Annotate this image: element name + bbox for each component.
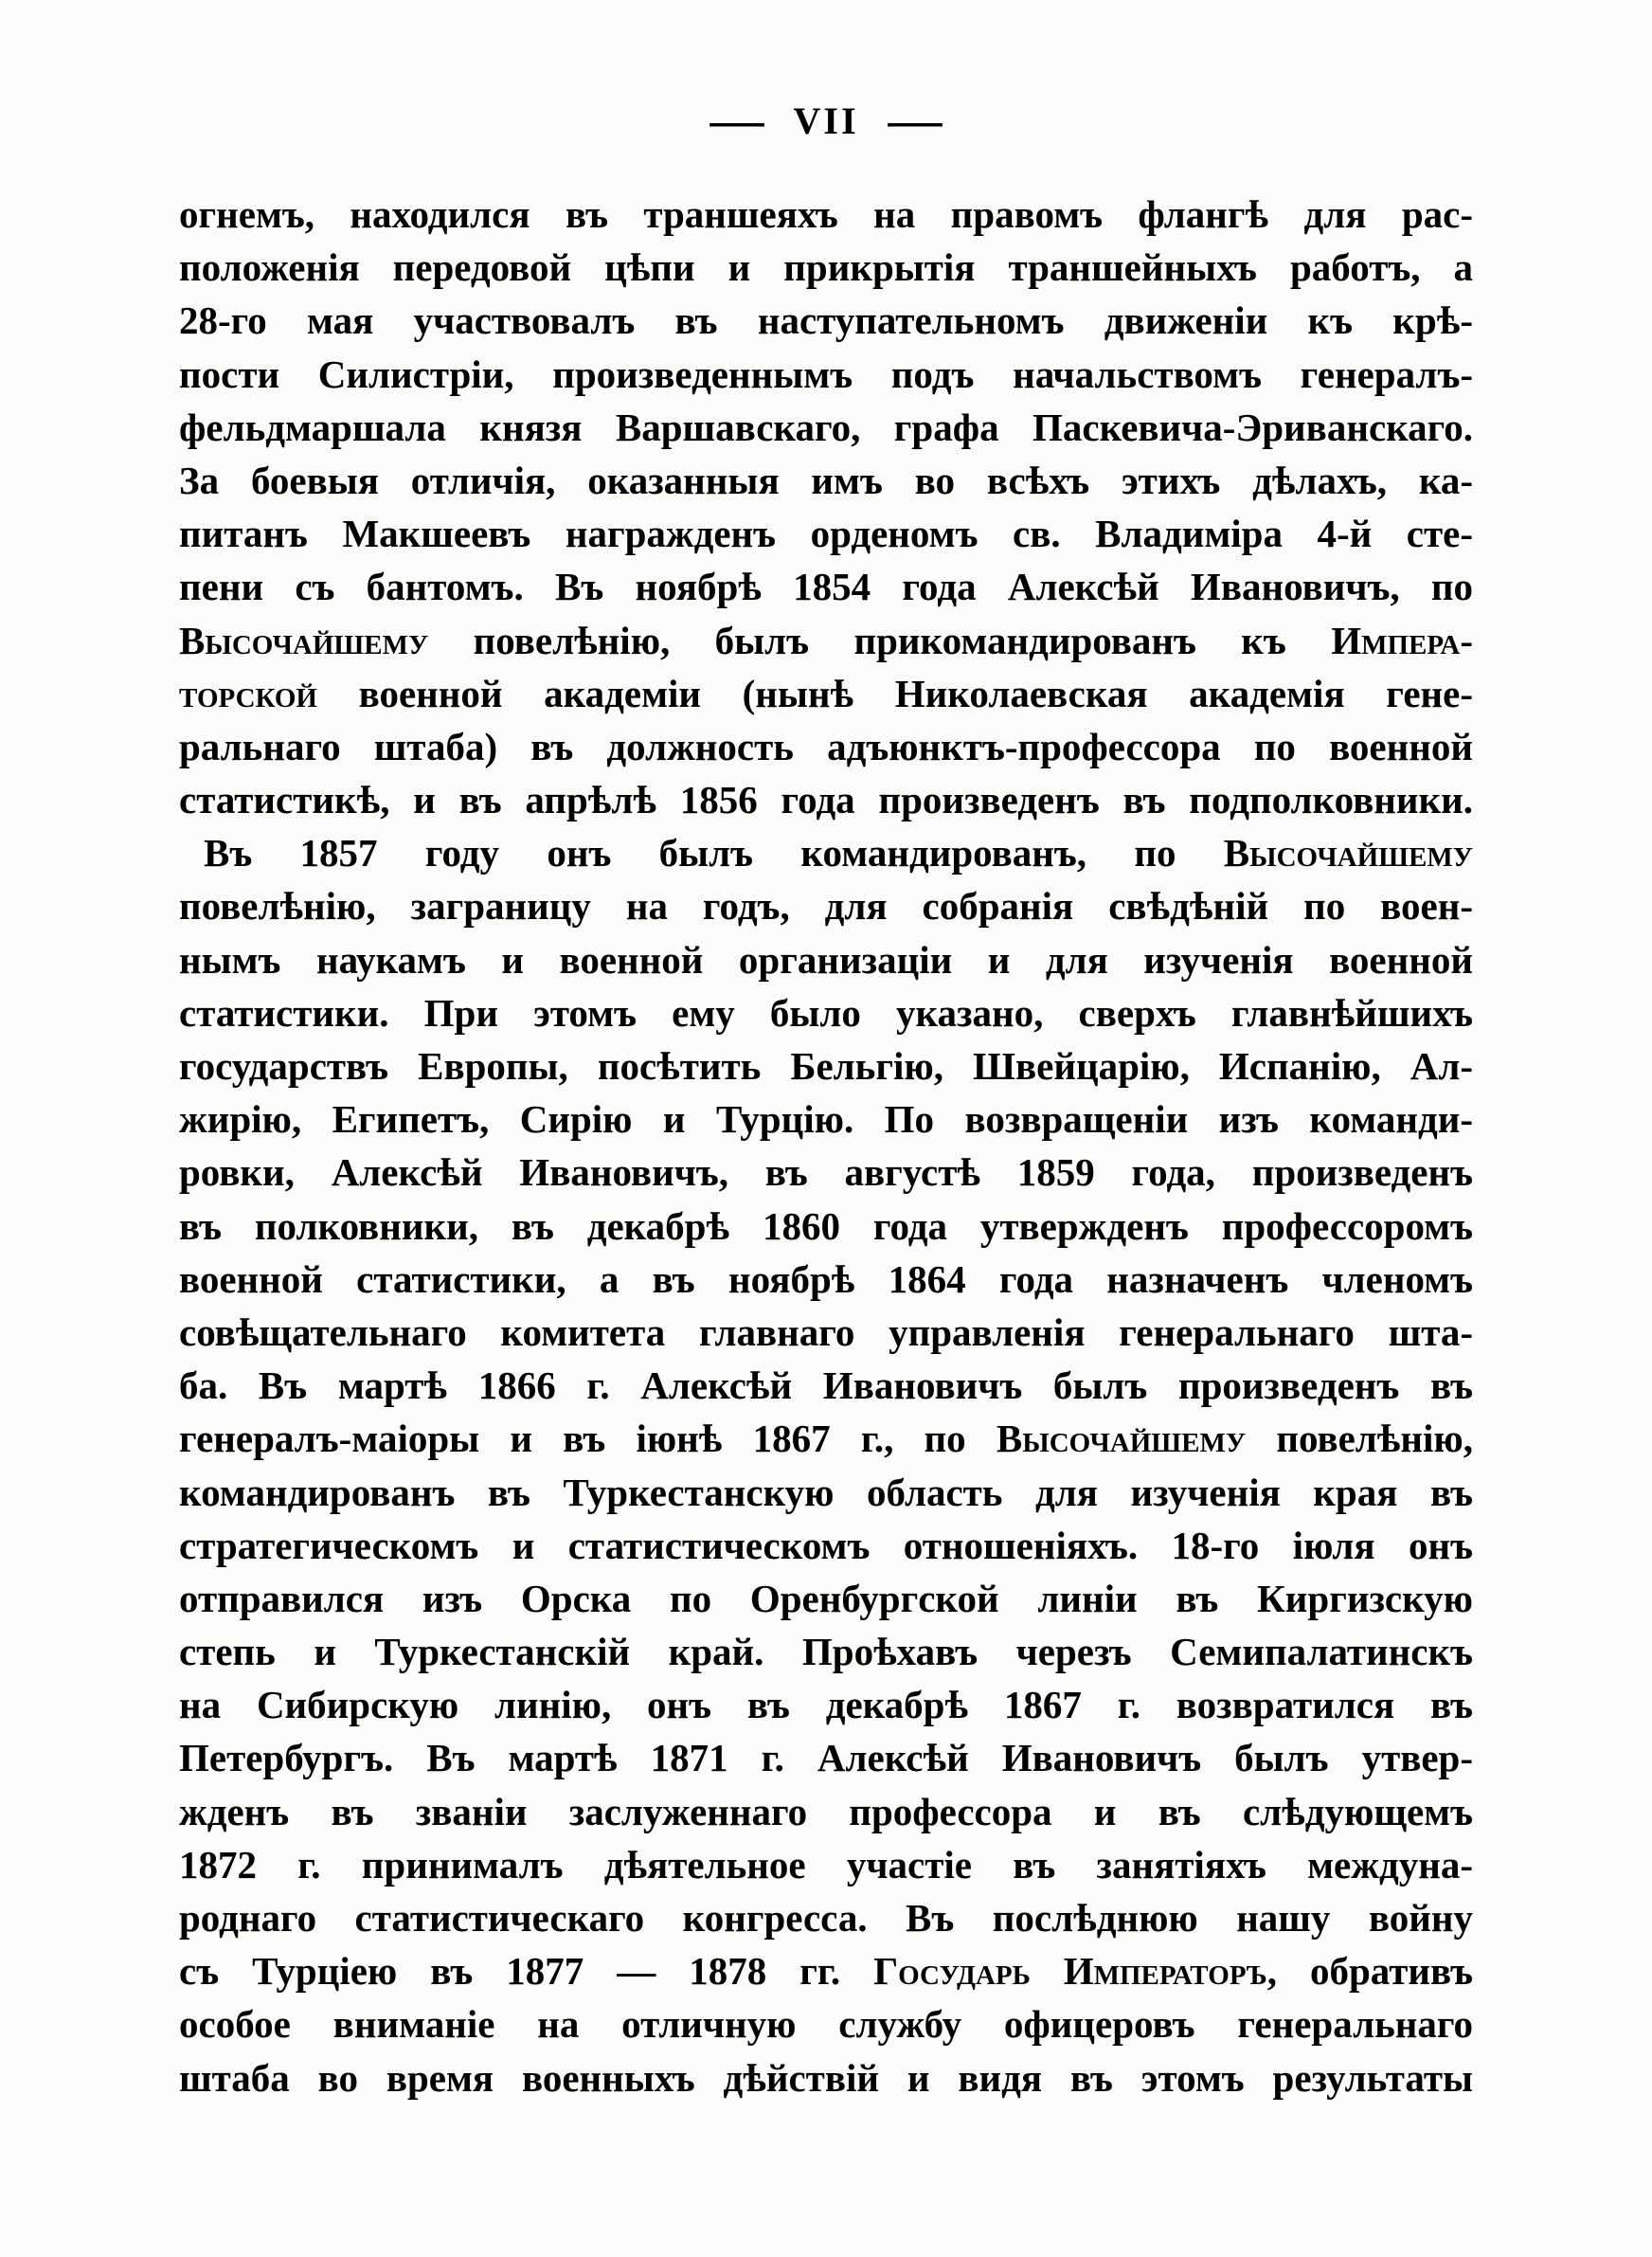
text-line: ровки, Алексѣй Ивановичъ, въ августѣ 1859 года, произведенъ [179, 1150, 1473, 1195]
text-line: фельдмаршала князя Варшавскаго, графа Паскевича-Эриванскаго. [179, 405, 1473, 449]
text-line: огнемъ, находился въ траншеяхъ на правомъ флангѣ для рас- [179, 192, 1473, 236]
text-line: государствъ Европы, посѣтить Бельгію, Швейцарію, Испанію, Ал- [179, 1044, 1473, 1088]
text-line: За боевыя отличія, оказанныя имъ во всѣхъ этихъ дѣлахъ, ка- [179, 458, 1473, 502]
text-line: статистикѣ, и въ апрѣлѣ 1856 года произведенъ въ подполковники. [179, 778, 1473, 822]
text-line: командированъ въ Туркестанскую область для изученія края въ [179, 1470, 1473, 1514]
text-line: пени съ бантомъ. Въ ноябрѣ 1854 года Алексѣй Ивановичъ, по [179, 565, 1473, 609]
text-line: статистики. При этомъ ему было указано, сверхъ главнѣйшихъ [179, 990, 1473, 1035]
text-line: степь и Туркестанскій край. Проѣхавъ черезъ Семипалатинскъ [179, 1630, 1473, 1674]
text-line: жирію, Египетъ, Сирію и Турцію. По возвращеніи изъ команди- [179, 1097, 1473, 1142]
text-line: ба. Въ мартѣ 1866 г. Алексѣй Ивановичъ былъ произведенъ въ [179, 1363, 1473, 1408]
text-line: на Сибирскую линію, онъ въ декабрѣ 1867 г. возвратился въ [179, 1683, 1473, 1727]
text-line: торской военной академіи (нынѣ Николаевская академія гене- [179, 671, 1473, 715]
text-line: совѣщательнаго комитета главнаго управленія генеральнаго шта- [179, 1309, 1473, 1354]
smallcaps-text: торской [179, 671, 317, 715]
paragraph [179, 826, 1473, 2104]
header-dash-left: — [709, 95, 764, 147]
text-line: 1872 г. принималъ дѣятельное участіе въ занятіяхъ междуна- [179, 1842, 1473, 1887]
text-line: съ Турціею въ 1877 — 1878 гг. Государь Императоръ, обративъ [179, 1949, 1473, 1994]
text-line: положенія передовой цѣпи и прикрытія траншейныхъ работъ, а [179, 245, 1473, 290]
text-line: особое вниманіе на отличную службу офицеровъ генеральнаго [179, 2002, 1473, 2047]
text-line: Въ 1857 году онъ былъ командированъ, по Высочайшему [204, 831, 1473, 876]
text-line: жденъ въ званіи заслуженнаго профессора и въ слѣдующемъ [179, 1789, 1473, 1833]
text-block [179, 188, 1473, 2104]
smallcaps-text: Высочайшему [179, 618, 429, 662]
page-number: VII [793, 99, 859, 142]
text-line: нымъ наукамъ и военной организаціи и для изученія военной [179, 937, 1473, 982]
text-line: ральнаго штаба) въ должность адъюнктъ-профессора по военной [179, 724, 1473, 768]
running-head [179, 95, 1473, 147]
text-line: штаба во время военныхъ дѣйствій и видя въ этомъ результаты [179, 2055, 1473, 2100]
text-line: Высочайшему повелѣнію, былъ прикомандированъ къ Импера- [179, 618, 1473, 662]
text-line: 28-го мая участвовалъ въ наступательномъ движеніи къ крѣ- [179, 298, 1473, 343]
smallcaps-text: Государь Императоръ [873, 1949, 1267, 1994]
text-line: Петербургъ. Въ мартѣ 1871 г. Алексѣй Ивановичъ былъ утвер- [179, 1736, 1473, 1780]
text-line: генералъ-маіоры и въ іюнѣ 1867 г., по Высочайшему повелѣнію, [179, 1417, 1473, 1461]
smallcaps-text: Высочайшему [996, 1417, 1247, 1461]
text-line: въ полковники, въ декабрѣ 1860 года утвержденъ профессоромъ [179, 1203, 1473, 1248]
text-line: стратегическомъ и статистическомъ отношеніяхъ. 18-го іюля онъ [179, 1523, 1473, 1567]
text-line: роднаго статистическаго конгресса. Въ послѣднюю нашу войну [179, 1896, 1473, 1940]
text-line: военной статистики, а въ ноябрѣ 1864 года назначенъ членомъ [179, 1256, 1473, 1301]
text-line: питанъ Макшеевъ награжденъ орденомъ св. Владиміра 4-й сте- [179, 512, 1473, 556]
paragraph [179, 188, 1473, 826]
text-line: повелѣнію, заграницу на годъ, для собранія свѣдѣній по воен- [179, 884, 1473, 929]
text-line: пости Силистріи, произведеннымъ подъ начальствомъ генералъ- [179, 352, 1473, 396]
smallcaps-text: Высочайшему [1223, 831, 1473, 876]
text-line: отправился изъ Орска по Оренбургской линіи въ Киргизскую [179, 1576, 1473, 1620]
header-dash-right: — [888, 95, 943, 147]
smallcaps-text: Импера- [1331, 618, 1473, 662]
